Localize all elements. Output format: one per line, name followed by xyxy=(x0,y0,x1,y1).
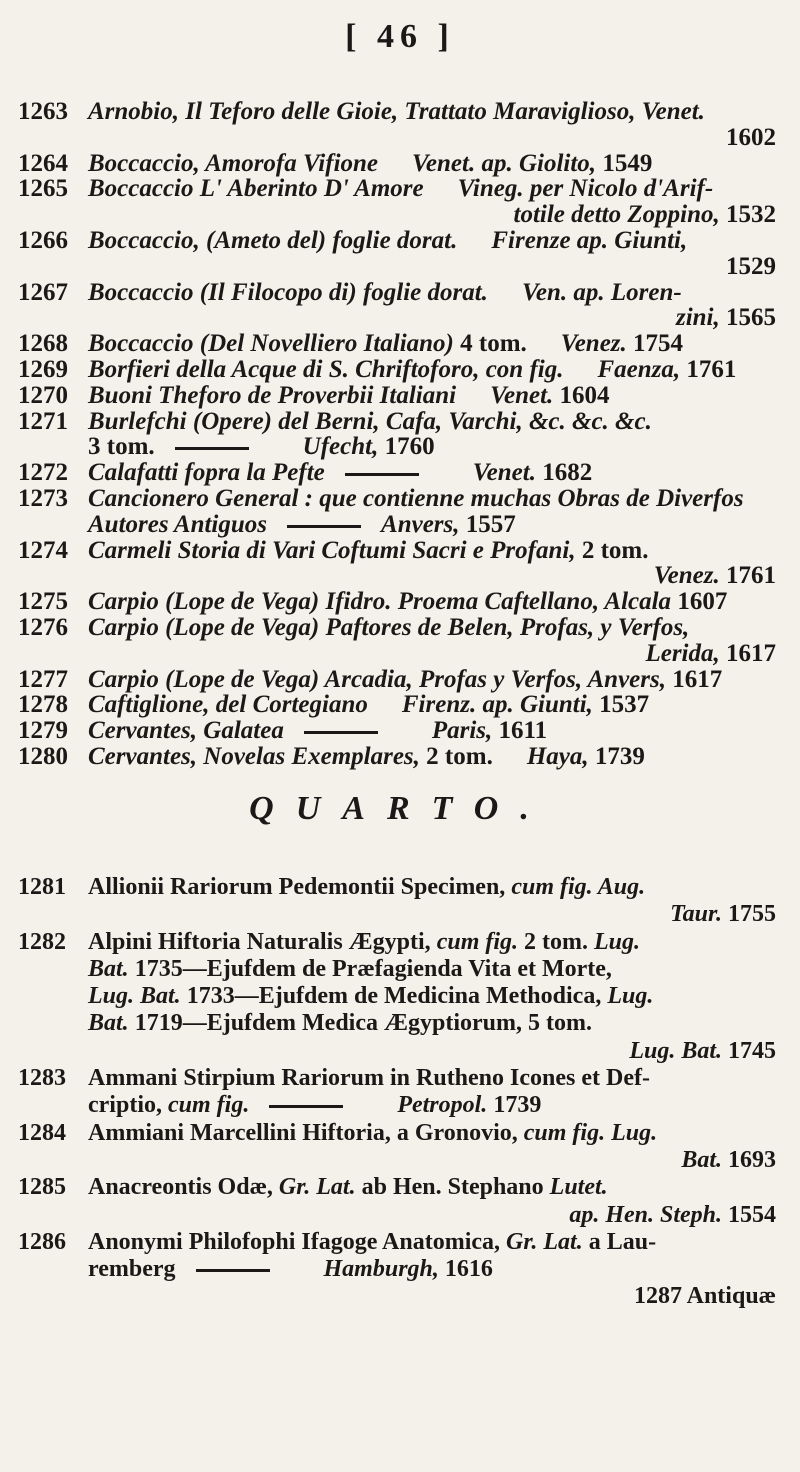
entry-text: Ammani Stirpium Rariorum in Rutheno Icones et Def- xyxy=(88,1065,650,1092)
entry-text: 1745 xyxy=(722,1037,776,1064)
entry-text: Burlefchi (Opere) del Berni, Cafa, Varchi, &c. &c. &c. xyxy=(88,407,652,435)
entry-line xyxy=(88,253,776,281)
entry-text: Allionii Rariorum Pedemontii Specimen, xyxy=(88,874,512,900)
entry-text: 1617 xyxy=(719,639,776,667)
entry-line xyxy=(88,356,776,384)
entry-line xyxy=(88,614,776,642)
ditto-dash xyxy=(175,447,249,450)
entry-text: Firenze ap. Giunti, xyxy=(491,227,688,254)
entry-line xyxy=(88,279,776,307)
entry-number: 1264 xyxy=(18,149,68,177)
entry-text: Lerida, xyxy=(645,639,720,667)
entry-text: Boccaccio (Del Novelliero Italiano) xyxy=(88,330,454,358)
entry-text: Carpio (Lope de Vega) Paftores de Belen, Profas, y Verfos, xyxy=(88,614,690,641)
entry-line xyxy=(88,408,776,436)
entry-line xyxy=(88,485,776,513)
entry-text: Cervantes, Novelas Exemplares, xyxy=(88,743,420,770)
entry-number: 1267 xyxy=(18,278,68,306)
page-number: [ 46 ] xyxy=(345,18,455,55)
entry-line xyxy=(88,150,776,178)
entry-text: Boccaccio (Il Filocopo di) foglie dorat. xyxy=(88,278,488,306)
entry-text: Venez. xyxy=(560,330,627,358)
entry-text: 1616 xyxy=(438,1256,493,1283)
entry-line xyxy=(88,1038,776,1065)
entry-line xyxy=(88,227,776,255)
entry-text: Taur. xyxy=(670,901,722,928)
entry-number: 1270 xyxy=(18,381,68,409)
entry-number: 1281 xyxy=(18,874,66,900)
entry-text: cum fig. Lug. xyxy=(523,1119,658,1146)
entry-line xyxy=(88,511,776,539)
entry-text: Lug. xyxy=(594,928,641,955)
entry-text: 1693 xyxy=(722,1146,776,1173)
entry-text: Cancionero General : que contienne muchas Obras de Diverfos xyxy=(88,485,744,512)
entry-text: Carpio (Lope de Vega) Ifidro. Proema Caftellano, Alcala xyxy=(88,588,672,616)
entry-line xyxy=(88,640,776,668)
entry-text: 1735—Ejufdem de Præfagienda Vita et Morte, xyxy=(128,955,612,982)
entry-text: 1287 Antiquæ xyxy=(633,1283,776,1310)
entry-text: 1602 xyxy=(726,123,776,151)
entry-line xyxy=(88,1092,776,1119)
entry-text: 2 tom. xyxy=(419,743,493,770)
entry-line xyxy=(88,691,776,719)
entry-text: Venet. xyxy=(490,381,554,409)
entry-text: 1761 xyxy=(680,356,737,383)
entry-line xyxy=(88,537,776,565)
entry-line xyxy=(88,1174,776,1201)
entry-text: a Lau- xyxy=(582,1228,657,1255)
entry-text: Lug. Bat. xyxy=(88,983,181,1010)
entry-line xyxy=(88,1010,776,1037)
entry-text: Bat. xyxy=(88,955,129,982)
entry-text: 1611 xyxy=(492,717,548,745)
entry-text: Bat. xyxy=(88,1010,129,1037)
entry-text: Calafatti fopra la Pefte xyxy=(88,459,325,487)
entry-text: Faenza, xyxy=(597,356,681,383)
entry-number: 1275 xyxy=(18,588,68,616)
entry-line xyxy=(88,124,776,152)
entry-text: Vineg. per Nicolo d'Arif- xyxy=(457,175,714,203)
entry-text: Anacreontis Odæ, xyxy=(88,1174,279,1201)
entry-text: 1532 xyxy=(719,201,776,229)
entry-line xyxy=(88,304,776,332)
entry-text: Carpio (Lope de Vega) Arcadia, Profas y Verfos, Anvers, xyxy=(88,665,666,693)
entry-text: cum fig. xyxy=(436,928,519,955)
entry-number: 1263 xyxy=(18,98,68,125)
entry-text: 1739 xyxy=(487,1092,542,1119)
entry-text: 1719—Ejufdem Medica Ægyptiorum, 5 tom. xyxy=(128,1010,592,1037)
entry-text: Bat. xyxy=(681,1146,722,1173)
entry-text: 1557 xyxy=(459,510,516,538)
entry-number: 1271 xyxy=(18,407,68,435)
entry-line xyxy=(88,743,776,771)
entry-number: 1284 xyxy=(18,1119,66,1146)
entry-text: Carmeli Storia di Vari Coftumi Sacri e Profani, xyxy=(88,536,576,564)
entry-text: cum fig. xyxy=(167,1092,250,1119)
entry-text: 1549 xyxy=(596,149,653,177)
entry-text: 1529 xyxy=(726,252,776,280)
entry-text: Boccaccio L' Aberinto D' Amore xyxy=(88,175,424,203)
entry-text: Gr. Lat. xyxy=(278,1174,356,1201)
entry-line xyxy=(88,382,776,410)
entry-line xyxy=(88,1147,776,1174)
entry-number: 1280 xyxy=(18,743,68,770)
entry-text: 1554 xyxy=(722,1201,776,1228)
ditto-dash xyxy=(269,1105,343,1108)
entry-line xyxy=(88,1120,776,1147)
entry-text: ap. Hen. Steph. xyxy=(569,1201,722,1228)
entry-text: 2 tom. xyxy=(518,928,594,955)
entry-number: 1274 xyxy=(18,536,68,564)
entry-number: 1276 xyxy=(18,614,68,641)
entry-text: 2 tom. xyxy=(575,536,649,564)
ditto-dash xyxy=(304,731,378,734)
entry-text: Anvers, xyxy=(381,510,460,538)
entry-text: Alpini Hiftoria Naturalis Ægypti, xyxy=(88,928,437,955)
entry-text: Ammiani Marcellini Hiftoria, a Gronovio, xyxy=(88,1119,524,1146)
entry-line xyxy=(88,1202,776,1229)
entry-text: totile detto Zoppino, xyxy=(513,201,720,229)
entry-text: Buoni Theforo de Proverbii Italiani xyxy=(88,381,457,409)
entry-text: Lug. xyxy=(607,983,654,1010)
entry-text: Lug. Bat. xyxy=(629,1037,722,1064)
entry-text: 4 tom. xyxy=(453,330,527,358)
entry-text: cum fig. Aug. xyxy=(511,874,646,900)
entry-text: Boccaccio, Amorofa Vifione xyxy=(88,149,379,177)
entry-text: zini, xyxy=(675,304,720,332)
entry-line xyxy=(88,1065,776,1092)
entry-text: Venet. xyxy=(472,459,536,487)
entry-line xyxy=(88,562,776,590)
ditto-dash xyxy=(196,1269,270,1272)
entry-text: Caftiglione, del Cortegiano xyxy=(88,691,368,719)
entry-text: 3 tom. xyxy=(88,433,155,461)
entry-text: Venez. xyxy=(653,562,720,590)
entry-number: 1279 xyxy=(18,717,68,745)
entry-number: 1266 xyxy=(18,227,68,254)
entry-number: 1265 xyxy=(18,175,68,203)
entry-text: Borfieri della Acque di S. Chriftoforo, con fig. xyxy=(88,356,564,383)
entry-line xyxy=(88,1283,776,1310)
entry-line xyxy=(88,717,776,745)
entry-text: Firenz. ap. Giunti, xyxy=(401,691,593,719)
entry-text: Lutet. xyxy=(549,1174,608,1201)
entry-line xyxy=(88,330,776,358)
entry-text: 1565 xyxy=(719,304,776,332)
entry-number: 1272 xyxy=(18,459,68,487)
entry-text: ab Hen. Stephano xyxy=(355,1174,550,1201)
entry-line xyxy=(88,201,776,229)
entry-text: 1755 xyxy=(722,901,776,928)
entry-text: 1617 xyxy=(665,665,723,693)
entry-text: Hamburgh, xyxy=(323,1256,439,1283)
entry-line xyxy=(88,956,776,983)
entry-text: Petropol. xyxy=(397,1092,488,1119)
entry-number: 1283 xyxy=(18,1065,66,1092)
entry-line xyxy=(88,433,776,461)
entry-line xyxy=(88,666,776,694)
entry-text: 1682 xyxy=(535,459,593,487)
entry-text: 1537 xyxy=(592,691,650,719)
entry-line xyxy=(88,98,776,126)
entry-line xyxy=(88,983,776,1010)
entry-text: Paris, xyxy=(431,717,493,745)
ditto-dash xyxy=(287,525,361,528)
entry-text: Haya, xyxy=(526,743,589,770)
entry-number: 1286 xyxy=(18,1228,66,1255)
entry-text: 1733—Ejufdem de Medicina Methodica, xyxy=(180,983,608,1010)
entry-line xyxy=(88,1229,776,1256)
entry-text: 1604 xyxy=(553,381,610,409)
entry-text: Cervantes, Galatea xyxy=(88,717,284,745)
entry-text: Ufecht, xyxy=(302,433,379,461)
entry-text: criptio, xyxy=(88,1092,168,1119)
entry-text: Gr. Lat. xyxy=(506,1228,583,1255)
entry-text: Arnobio, Il Teforo delle Gioie, Trattato Maraviglioso, Venet. xyxy=(88,98,705,125)
entry-text: 1760 xyxy=(378,433,435,461)
entry-number: 1277 xyxy=(18,665,68,693)
entry-number: 1285 xyxy=(18,1174,66,1201)
entry-number: 1268 xyxy=(18,330,68,358)
entry-line xyxy=(88,901,776,928)
entry-line xyxy=(88,874,776,901)
entry-number: 1278 xyxy=(18,691,68,719)
entry-number: 1273 xyxy=(18,485,68,512)
entry-text: 1754 xyxy=(626,330,684,358)
ditto-dash xyxy=(345,473,419,476)
entry-line xyxy=(88,929,776,956)
entry-number: 1282 xyxy=(18,928,66,955)
section-title: QUARTO. xyxy=(249,790,551,827)
entry-text: Ven. ap. Loren- xyxy=(521,278,682,306)
entry-text: 1761 xyxy=(719,562,776,590)
entry-text: Anonymi Philofophi Ifagoge Anatomica, xyxy=(88,1228,507,1255)
entry-text: 1739 xyxy=(588,743,645,770)
entry-line xyxy=(88,175,776,203)
entry-line xyxy=(88,588,776,616)
entry-text: 1607 xyxy=(671,588,728,616)
entry-number: 1269 xyxy=(18,356,68,383)
entry-line xyxy=(88,459,776,487)
entry-text: Venet. ap. Giolito, xyxy=(412,149,597,177)
entry-text: remberg xyxy=(88,1256,176,1283)
entry-text: Autores Antiguos xyxy=(88,510,268,538)
entry-text: Boccaccio, (Ameto del) foglie dorat. xyxy=(88,227,458,254)
entry-line xyxy=(88,1256,776,1283)
